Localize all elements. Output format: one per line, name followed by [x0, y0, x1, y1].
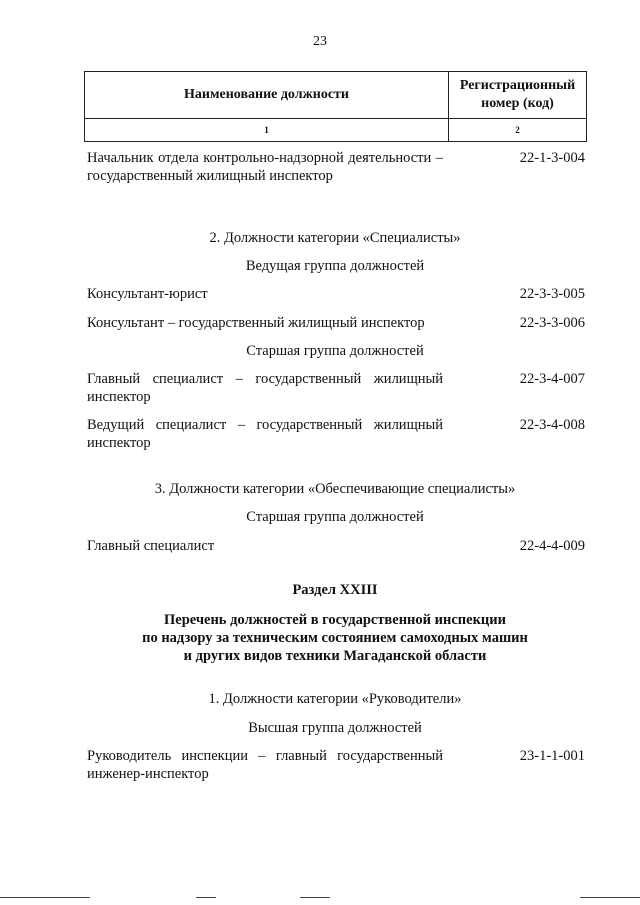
position-name: Консультант – государственный жилищный инспектор [87, 315, 425, 331]
position-code: 23-1-1-001 [519, 748, 585, 764]
group-heading: Старшая группа должностей [246, 343, 424, 359]
footer-rule [300, 897, 330, 898]
position-code: 22-3-3-006 [519, 315, 585, 331]
position-name: Ведущий специалист – государственный жилищный инспектор [87, 417, 443, 451]
category-heading: 2. Должности категории «Специалисты» [209, 230, 461, 246]
column-header-position-name: Наименование должности [85, 72, 449, 119]
position-name: Главный специалист [87, 538, 215, 554]
footer-rule [580, 897, 640, 898]
group-heading: Старшая группа должностей [246, 509, 424, 525]
footer-rule [196, 897, 216, 898]
category-heading: 1. Должности категории «Руководители» [208, 691, 462, 707]
position-name: Руководитель инспекции – главный государственный инженер-инспектор [87, 748, 443, 782]
position-code: 22-3-3-005 [519, 286, 585, 302]
category-heading: 3. Должности категории «Обеспечивающие специалисты» [154, 481, 516, 497]
positions-table-header [84, 71, 587, 142]
position-name: Консультант-юрист [87, 286, 208, 302]
section-title-line: и других видов техники Магаданской области [183, 648, 487, 664]
position-name: Главный специалист – государственный жилищный инспектор [87, 371, 443, 405]
column-number-2: 2 [449, 119, 587, 142]
column-number-1: 1 [85, 119, 449, 142]
position-code: 22-1-3-004 [519, 150, 585, 166]
column-header-registration-number: Регистрационный номер (код) [449, 72, 587, 119]
section-heading: Раздел XXIII [292, 582, 378, 598]
position-code: 22-3-4-008 [519, 417, 585, 433]
group-heading: Высшая группа должностей [248, 720, 422, 736]
page-number: 23 [313, 34, 327, 49]
position-code: 22-4-4-009 [519, 538, 585, 554]
footer-rule [0, 897, 90, 898]
position-code: 22-3-4-007 [519, 371, 585, 387]
section-title-line: по надзору за техническим состоянием самоходных машин [142, 630, 528, 646]
group-heading: Ведущая группа должностей [245, 258, 425, 274]
section-title-line: Перечень должностей в государственной инспекции [163, 612, 506, 628]
position-name: Начальник отдела контрольно-надзорной деятельности – государственный жилищный инспектор [87, 150, 443, 184]
